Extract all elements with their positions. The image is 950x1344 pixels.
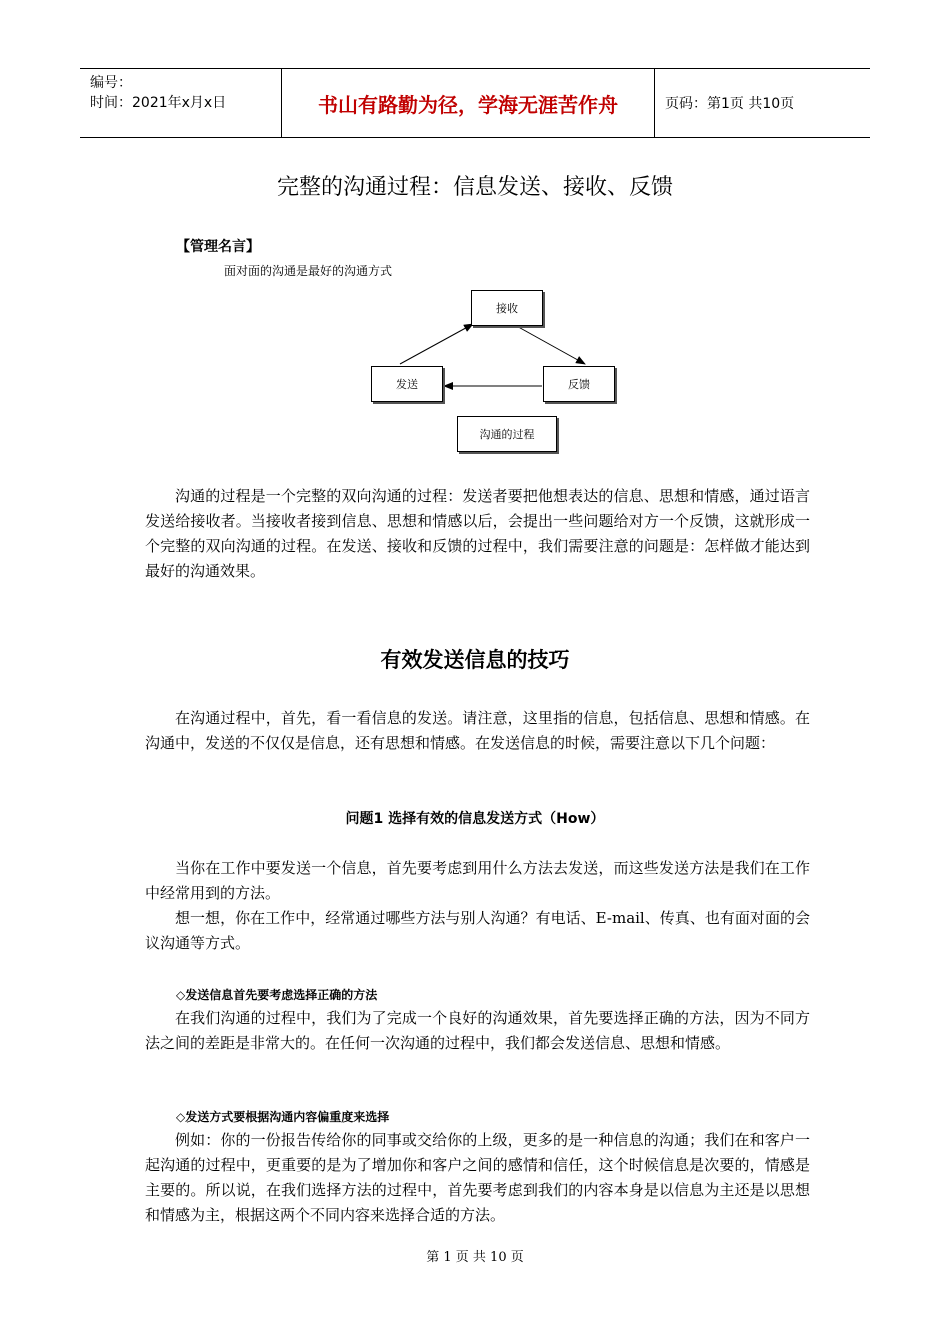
paragraph-bullet-2: 例如：你的一份报告传给你的同事或交给你的上级，更多的是一种信息的沟通；我们在和客户一起沟通的过程中，更重要的是为了增加你和客户之间的感情和信任，这个时候信息是次要的，情感是主要的。所以说，在我们选择方法的过程中，首先要考虑到我们的内容本身是以信息为主还是以思想和情感为主，根据这两个不同内容来选择合适的方法。 xyxy=(145,1131,810,1224)
page-header xyxy=(80,68,870,138)
box-receive: 接收 xyxy=(471,290,543,326)
bullet-heading-2: ◇发送方式要根据沟通内容偏重度来选择 xyxy=(176,1110,390,1124)
box-send: 发送 xyxy=(371,366,443,402)
box-caption: 沟通的过程 xyxy=(457,416,557,452)
bullet-heading-1: ◇发送信息首先要考虑选择正确的方法 xyxy=(176,988,378,1002)
paragraph-question-1: 当你在工作中要发送一个信息，首先要考虑到用什么方法去发送，而这些发送方法是我们在工作中经常用到的方法。 想一想，你在工作中，经常通过哪些方法与别人沟通？有电话、E-mail、传真、也有面对面的会议沟通等方式。 xyxy=(145,859,810,952)
page-footer: 第 1 页 共 10 页 xyxy=(426,1250,524,1265)
paragraph-process: 沟通的过程是一个完整的双向沟通的过程：发送者要把他想表达的信息、思想和情感，通过语言发送给接收者。当接收者接到信息、思想和情感以后，会提出一些问题给对方一个反馈，这就形成一个完整的双向沟通的过程。在发送、接收和反馈的过程中，我们需要注意的问题是：怎样做才能达到最好的沟通效果。 xyxy=(145,487,810,580)
arrow-receive-to-feedback xyxy=(513,324,585,364)
question-1-title: 问题1 选择有效的信息发送方式（How） xyxy=(345,811,605,827)
header-page-info: 页码：第1页 共10页 xyxy=(665,96,795,112)
section-title: 有效发送信息的技巧 xyxy=(380,648,570,672)
serial-label: 编号： xyxy=(90,75,132,91)
communication-diagram xyxy=(360,282,630,457)
date-label: 时间：2021年x月x日 xyxy=(90,95,227,111)
paragraph-bullet-1: 在我们沟通的过程中，我们为了完成一个良好的沟通效果，首先要选择正确的方法，因为不同方法之间的差距是非常大的。在任何一次沟通的过程中，我们都会发送信息、思想和情感。 xyxy=(145,1009,810,1052)
arrow-send-to-receive xyxy=(400,324,473,364)
header-motto-cell xyxy=(282,69,655,137)
box-feedback: 反馈 xyxy=(543,366,615,402)
quote-label: 【管理名言】 xyxy=(176,239,260,255)
quote-text: 面对面的沟通是最好的沟通方式 xyxy=(224,264,393,278)
paragraph-intro: 在沟通过程中，首先，看一看信息的发送。请注意，这里指的信息，包括信息、思想和情感。在沟通中，发送的不仅仅是信息，还有思想和情感。在发送信息的时候，需要注意以下几个问题： xyxy=(145,709,810,752)
header-left-cell xyxy=(80,69,282,137)
header-motto: 书山有路勤为径，学海无涯苦作舟 xyxy=(318,92,618,117)
document-title: 完整的沟通过程：信息发送、接收、反馈 xyxy=(276,175,673,200)
